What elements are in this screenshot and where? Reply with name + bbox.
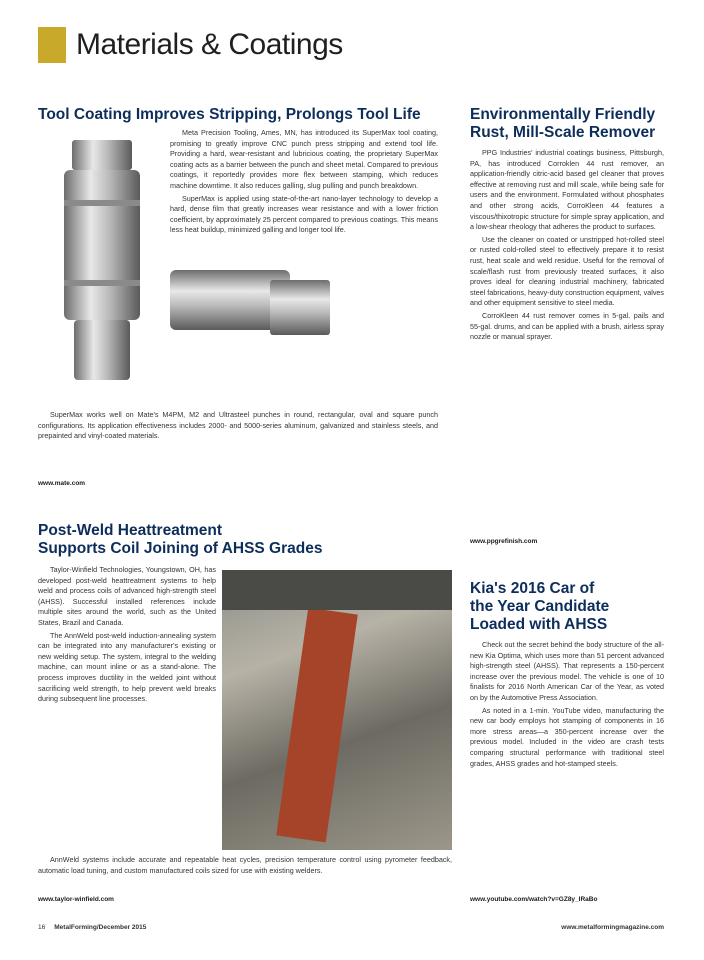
article-body-rust-remover	[470, 148, 664, 345]
punch-tool-image	[44, 140, 164, 390]
section-color-block	[38, 27, 66, 63]
paragraph: Use the cleaner on coated or unstripped hot-rolled steel or rusted cold-rolled steel to effectively prepare it to resist rust, heat scale and weld residue. Useful for the removal of scale/flash rust from previously treated surfaces, it also proves ideal for cleaning industrial machinery, fabricated steel fabrications, heavy-duty construction equipment, valves and other equipment sensitive to steel media.	[470, 234, 664, 308]
section-title: Materials & Coatings	[76, 28, 343, 61]
article-body-tool-coating	[170, 128, 438, 238]
page-number: 16	[38, 924, 46, 931]
punch-tool-image-2	[170, 250, 345, 370]
headline-line: Environmentally Friendly	[470, 106, 656, 123]
article-headline-rust-remover	[470, 106, 690, 142]
headline-line: Rust, Mill-Scale Remover	[470, 124, 656, 141]
article-url-ppg[interactable]: www.ppgrefinish.com	[470, 538, 538, 545]
article-headline-tool-coating: Tool Coating Improves Stripping, Prolongs Tool Life	[38, 106, 421, 123]
headline-line: Post-Weld Heattreatment	[38, 522, 223, 539]
article-url-mate[interactable]: www.mate.com	[38, 480, 86, 487]
paragraph: PPG Industries' industrial coatings business, Pittsburgh, PA, has introduced Corroklen 44 rust remover, an application-friendly citric-acid based gel cleaner that proves effective at removing rust and mill scale, while being safe for users and the environment. Formulated without phosphates and other strong acids, CorroKleen 44 features a viscous/thixotropic structure for simple spray application, and a low-shear rheology that adheres the product to surfaces.	[470, 148, 664, 232]
paragraph: AnnWeld systems include accurate and repeatable heat cycles, precision temperature control using pyrometer feedback, automatic load tuning, and custom manufactured coils sized for use with existing welders.	[38, 855, 452, 875]
article-url-youtube[interactable]: www.youtube.com/watch?v=GZ8y_IRaBo	[470, 896, 598, 903]
article-url-taylor[interactable]: www.taylor-winfield.com	[38, 896, 114, 903]
article-headline-kia	[470, 580, 690, 634]
issue-label: MetalForming/December 2015	[54, 924, 147, 931]
footer-right	[561, 924, 664, 931]
article-body-post-weld	[38, 565, 216, 707]
headline-line: Supports Coil Joining of AHSS Grades	[38, 540, 323, 557]
footer-left	[38, 924, 146, 931]
headline-line: Kia's 2016 Car of	[470, 580, 595, 597]
paragraph: Taylor-Winfield Technologies, Youngstown, OH, has developed post-weld heattreatment systems to help weld and process coils of advanced high-strength steel (AHSS). Successful installed references include multiple sites around the world, such as the United States, Brazil and Canada.	[38, 565, 216, 627]
paragraph: The AnnWeld post-weld induction-annealing system can be integrated into any manufacturer's existing or new welding setup. The system, integral to the welding machine, can mount inline or as a stand-alone. The process improves ductility in the welded joint without sacrificing weld strength, to help prevent weld breaks during subsequent line processes.	[38, 630, 216, 704]
article-headline-post-weld	[38, 522, 438, 558]
weld-coil-photo	[222, 570, 452, 850]
article-body-post-weld-cont	[38, 855, 452, 878]
paragraph: Check out the secret behind the body structure of the all-new Kia Optima, which uses more than 51 percent advanced high-strength steel (AHSS). That represents a 150-percent increase over the previous model. The vehicle is one of 10 finalists for 2016 North American Car of the Year, as voted on by the Automotive Press Association.	[470, 640, 664, 702]
article-body-tool-coating-cont	[38, 410, 438, 444]
headline-line: the Year Candidate	[470, 598, 610, 615]
photo-red-coil-piece	[276, 608, 358, 843]
photo-machine-top	[222, 570, 452, 610]
paragraph: CorroKleen 44 rust remover comes in 5-gal. pails and 55-gal. drums, and can be applied with a brush, airless spray nozzle or manual sprayer.	[470, 310, 664, 342]
headline-line: Loaded with AHSS	[470, 616, 608, 633]
paragraph: SuperMax works well on Mate's M4PM, M2 and Ultrasteel punches in round, rectangular, oval and square punch configurations. Its application effectiveness includes 2000- and 5000-series aluminum, galvanized and stainless steels, and prepainted and vinyl-coated materials.	[38, 410, 438, 441]
paragraph: As noted in a 1-min. YouTube video, manufacturing the new car body employs hot stamping of components in 16 more stress areas—a 350-percent increase over the previous model. Included in the video are crash tests comparing structural performance with traditional steel grades, AHSS grades and hot-stamped steels.	[470, 705, 664, 768]
footer-site[interactable]: www.metalformingmagazine.com	[561, 924, 664, 931]
paragraph: SuperMax is applied using state-of-the-art nano-layer technology to develop a hard, dense film that greatly increases wear resistance and with a lower friction coefficient, by approximately 25 percent compared to previous coatings. This means less heat buildup, minimized galling and longer tool life.	[170, 193, 438, 235]
paragraph: Meta Precision Tooling, Ames, MN, has introduced its SuperMax tool coating, promising to greatly improve CNC punch press stripping and extend tool life. Providing a hard, wear-resistant and lubricious coating, the proprietary SuperMax coating acts as a barrier between the punch and sheet metal. Compared to previous coatings, it reportedly provides more flex between stamping, which reduces machine downtime. It also reduces galling, slug pulling and punch breakdown.	[170, 128, 438, 190]
section-header	[38, 22, 343, 68]
article-body-kia	[470, 640, 664, 771]
